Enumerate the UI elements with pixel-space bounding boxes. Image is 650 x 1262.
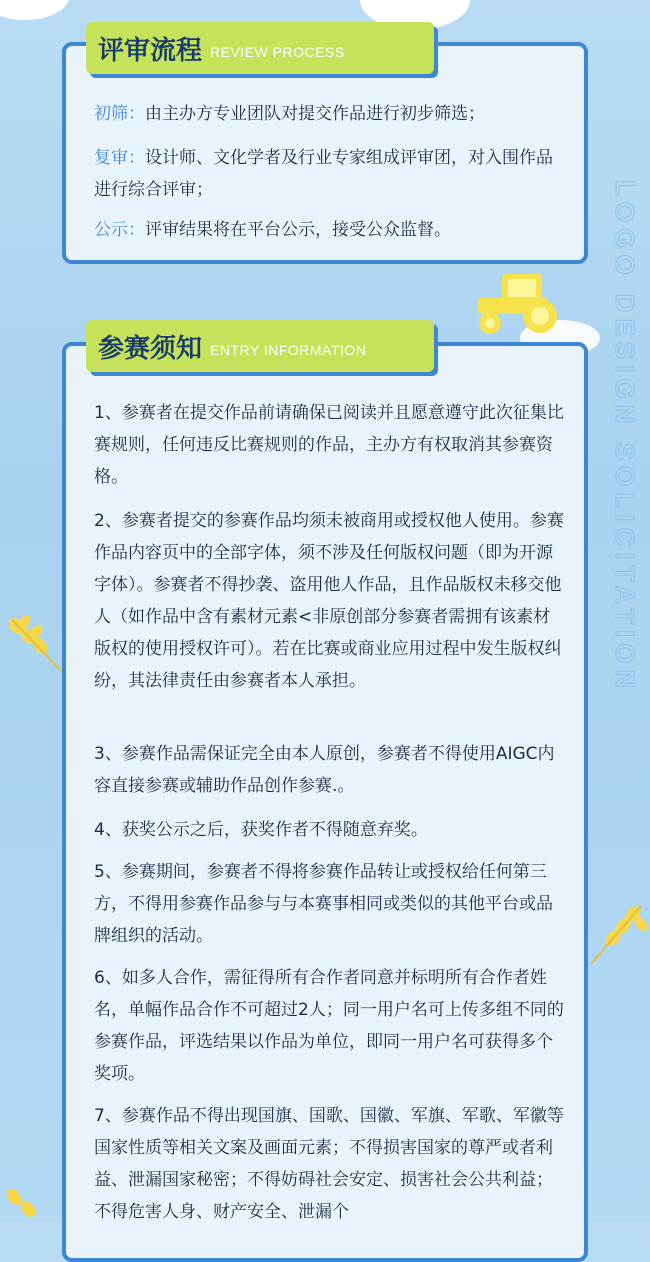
review-item	[94, 214, 564, 246]
section-title-cn: 参赛须知	[98, 333, 203, 364]
review-item-text: 评审结果将在平台公示，接受公众监督。	[145, 220, 451, 240]
tractor-icon	[468, 268, 564, 338]
cloud-decoration	[0, 0, 70, 20]
review-process-title	[86, 22, 434, 74]
review-item	[94, 98, 564, 130]
entry-rule-item: 1、参赛者在提交作品前请确保已阅读并且愿意遵守此次征集比赛规则，任何违反比赛规则的作品，主办方有权取消其参赛资格。	[94, 403, 564, 487]
entry-rule-item: 6、如多人合作，需征得所有合作者同意并标明所有合作者姓名，单幅作品合作不可超过2人；同一用户名可上传多组不同的参赛作品，评选结果以作品为单位，即同一用户名可获得多个奖项。	[94, 968, 564, 1084]
entry-information-title	[86, 320, 434, 372]
entry-rule-item: 5、参赛期间，参赛者不得将参赛作品转让或授权给任何第三方，不得用参赛作品参与与本赛事相同或类似的其他平台或品牌组织的活动。	[94, 862, 553, 946]
entry-rule-item: 3、参赛作品需保证完全由本人原创，参赛者不得使用AIGC内容直接参赛或辅助作品创作参赛.。	[94, 744, 555, 796]
entry-rule-item: 2、参赛者提交的参赛作品均须未被商用或授权他人使用。参赛作品内容页中的全部字体，须不涉及任何版权问题（即为开源字体）。参赛者不得抄袭、盗用他人作品，且作品版权未移交他人（如作品中含有素材元素<非原创部分参赛者需拥有该素材版权的使用授权许可）。若在比赛或商业应用过程中发生版权纠纷，其法律责任由参赛者本人承担。	[94, 511, 564, 691]
entry-rule-item: 7、参赛作品不得出现国旗、国歌、国徽、军旗、军歌、军徽等国家性质等相关文案及画面元素；不得损害国家的尊严或者利益、泄漏国家秘密；不得妨碍社会安定、损害社会公共利益；不得危害人身、财产安全、泄漏个	[94, 1106, 564, 1222]
wheat-icon	[0, 1185, 60, 1225]
review-item-text: 设计师、文化学者及行业专家组成评审团，对入围作品进行综合评审；	[94, 148, 553, 200]
wheat-icon	[585, 898, 650, 968]
side-vertical-title: LOGO DESIGN SOLICITATION	[610, 180, 640, 695]
review-item	[94, 142, 564, 206]
section-title-en: REVIEW PROCESS	[210, 44, 345, 60]
review-item-label: 复审：	[94, 148, 145, 168]
section-title-cn: 评审流程	[98, 35, 203, 66]
review-item-label: 公示：	[94, 220, 145, 240]
review-item-text: 由主办方专业团队对提交作品进行初步筛选；	[145, 104, 485, 124]
entry-rule-item: 4、获奖公示之后，获奖作者不得随意弃奖。	[94, 820, 428, 840]
section-title-en: ENTRY INFORMATION	[210, 342, 367, 358]
review-item-label: 初筛：	[94, 104, 145, 124]
